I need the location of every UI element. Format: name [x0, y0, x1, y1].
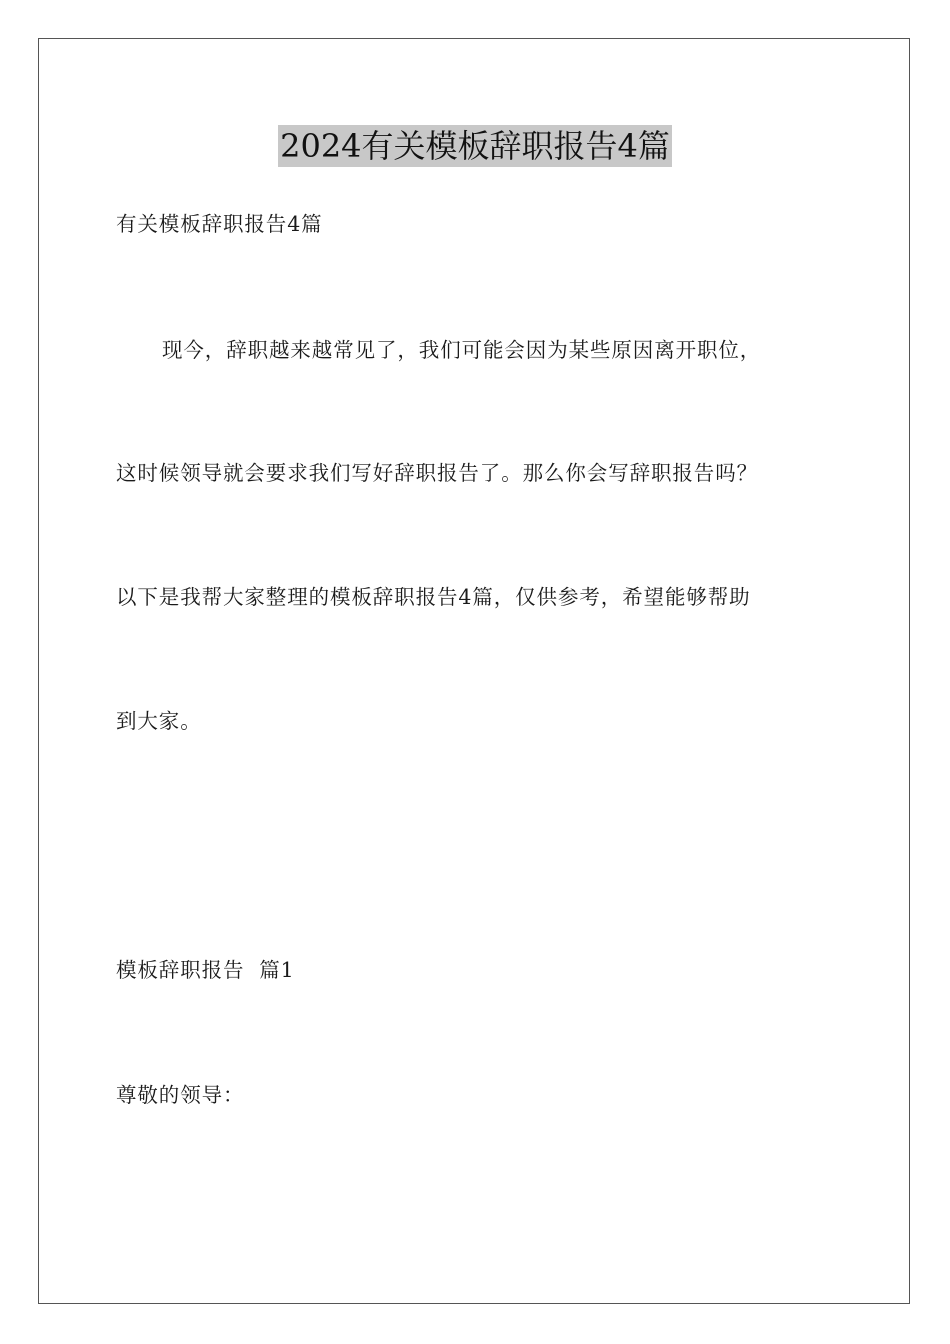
intro-line-1: 现今，辞职越来越常见了，我们可能会因为某些原因离开职位，	[162, 338, 762, 362]
document-subtitle: 有关模板辞职报告4篇	[116, 212, 323, 236]
intro-line-2: 这时候领导就会要求我们写好辞职报告了。那么你会写辞职报告吗？	[116, 461, 758, 485]
document-title: 2024有关模板辞职报告4篇	[280, 127, 670, 165]
section-heading: 模板辞职报告 篇1	[116, 958, 295, 982]
title-container	[0, 125, 950, 167]
intro-line-3: 以下是我帮大家整理的模板辞职报告4篇，仅供参考，希望能够帮助	[116, 585, 751, 609]
intro-line-4: 到大家。	[116, 709, 202, 733]
salutation: 尊敬的领导：	[116, 1083, 245, 1107]
